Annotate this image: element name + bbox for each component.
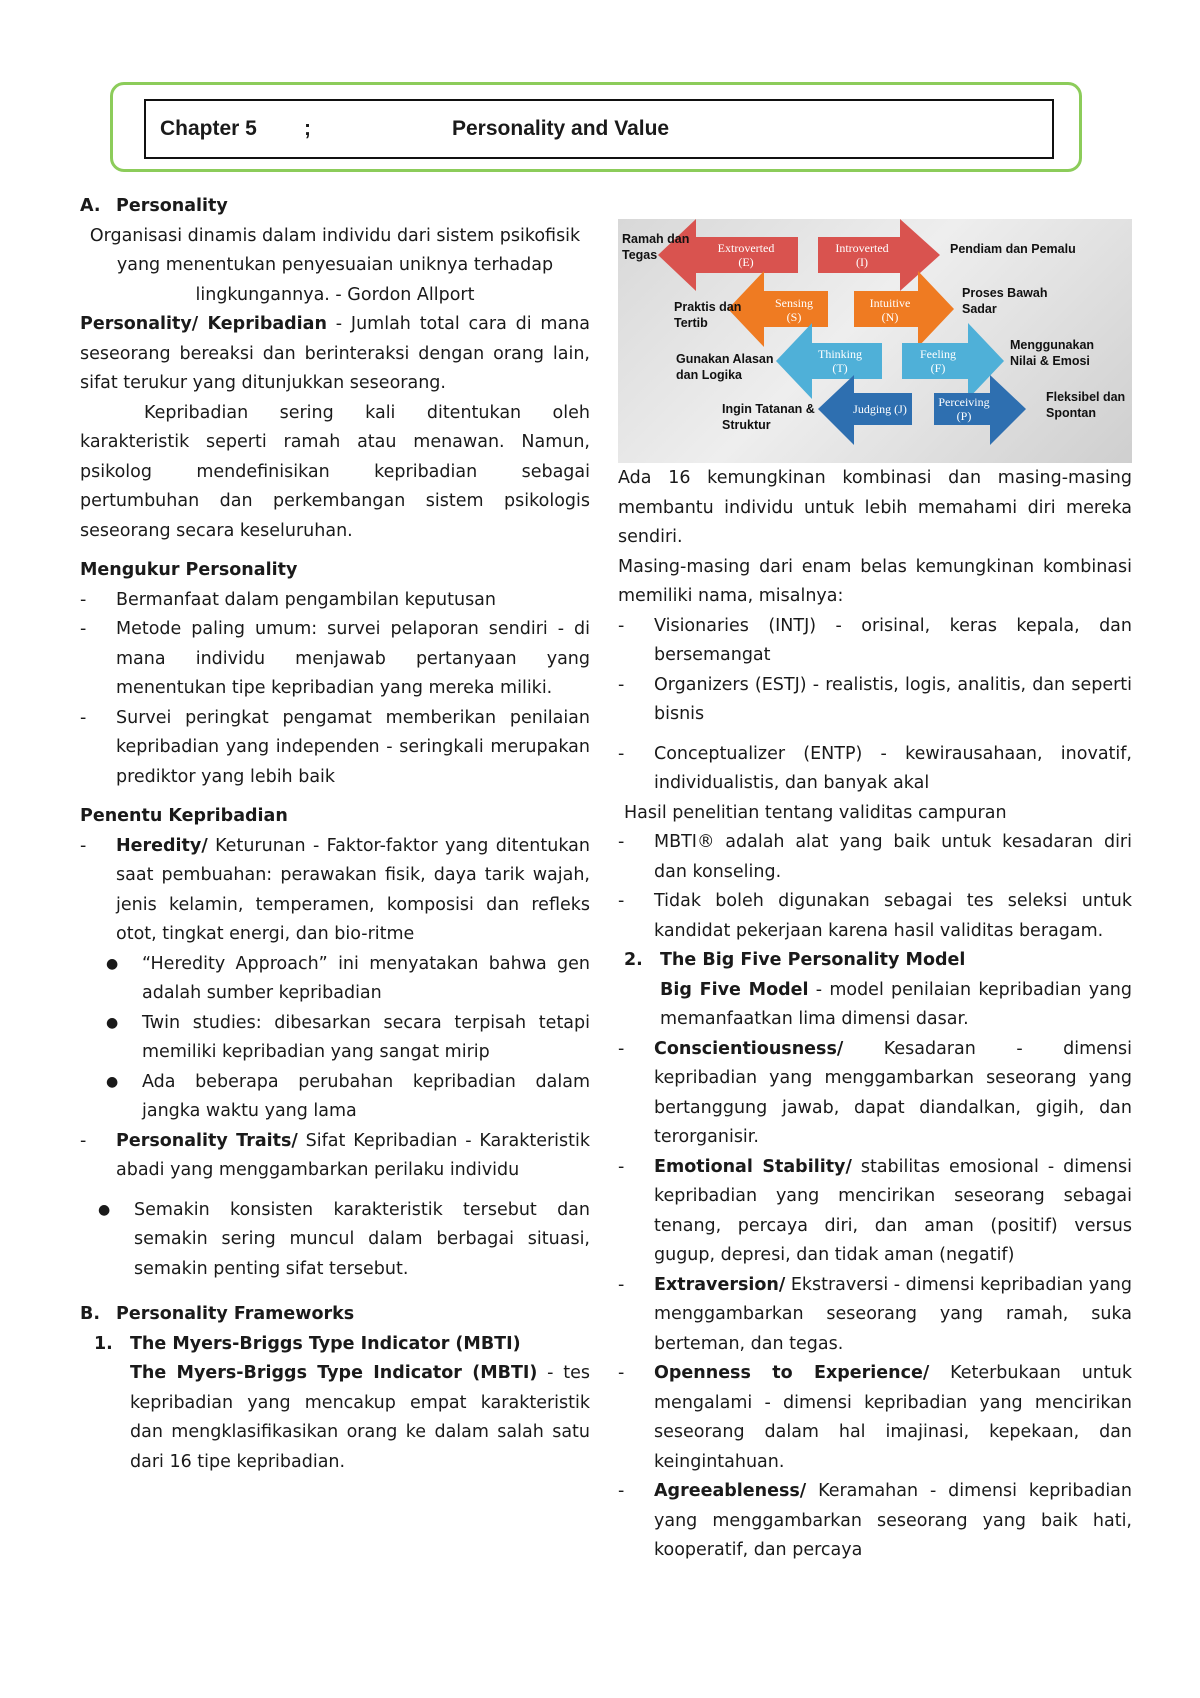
heredity-item: - Heredity/ Keturunan - Faktor-faktor yang ditentukan saat pembuahan: perawakan fisik, daya tarik wajah, jenis kelamin, temperamen, komposisi dan refleks otot, tingkat energi, dan bio-ritme — [80, 835, 590, 944]
bullet-icon: ● — [106, 1073, 119, 1090]
bullet-item: ● “Heredity Approach” ini menyatakan bahwa gen adalah sumber kepribadian — [80, 950, 590, 1009]
section-a-heading: A. Personality — [80, 196, 228, 216]
bigfive-item: - Emotional Stability/ stabilitas emosional - dimensi kepribadian yang mencirikan seseorang sebagai tenang, percaya diri, dan aman (positif) versus gugup, depresi, dan tidak aman (negatif) — [618, 1156, 1132, 1265]
sensing-code: (S) — [786, 310, 802, 324]
list-item: - MBTI® adalah alat yang baik untuk kesadaran diri dan konseling. — [618, 832, 1132, 882]
list-item: - Conceptualizer (ENTP) - kewirausahaan, inovatif, individualistis, dan banyak akal — [618, 743, 1132, 793]
thinking-label: Thinking — [818, 347, 862, 361]
definition-line: Organisasi dinamis dalam individu dari sistem psikofisik — [89, 225, 581, 246]
label-tatanan: Ingin Tatanan & Struktur — [722, 402, 815, 432]
left-column — [80, 192, 590, 1477]
bigfive-item: - Openness to Experience/ Keterbukaan untuk mengalami - dimensi kepribadian yang mencirikan seseorang dalam hal imajinasi, kepekaan, dan keingintahuan. — [618, 1363, 1132, 1472]
bullet-icon: ● — [106, 955, 119, 972]
list-item: - Bermanfaat dalam pengambilan keputusan — [80, 589, 497, 610]
mbti-names-paragraph: Masing-masing dari enam belas kemungkinan kombinasi memiliki nama, misalnya: — [618, 556, 1132, 606]
intuitive-label: Intuitive — [869, 296, 911, 310]
feeling-arrow — [902, 323, 1004, 399]
sensing-label: Sensing — [774, 296, 814, 310]
bigfive-item: - Agreeableness/ Keramahan - dimensi kepribadian yang menggambarkan seseorang yang baik hati, kooperatif, dan percaya — [618, 1481, 1132, 1560]
introverted-code: (I) — [856, 255, 868, 269]
personality-paragraph: Kepribadian sering kali ditentukan oleh karakteristik seperti ramah atau menawan. Namun, psikolog mendefinisikan kepribadian sebagai pertumbuhan dan perkembangan sistem psikologis seseorang secara keseluruhan. — [80, 402, 590, 541]
thinking-code: (T) — [832, 361, 848, 375]
definition-line: lingkungannya. - Gordon Allport — [195, 284, 475, 305]
feeling-label: Feeling — [920, 347, 956, 361]
extroverted-code: (E) — [738, 255, 754, 269]
bigfive-item: - Extraversion/ Ekstraversi - dimensi kepribadian yang menggambarkan seseorang yang ramah, suka berteman, dan tegas. — [618, 1274, 1132, 1354]
extroverted-label: Extroverted — [717, 241, 775, 255]
label-praktis: Praktis dan Tertib — [674, 300, 742, 330]
label-proses: Proses Bawah Sadar — [962, 286, 1048, 316]
mbti-definition: The Myers-Briggs Type Indicator (MBTI) - tes kepribadian yang mencakup empat karakteristik dan mengklasifikasikan orang ke dalam salah satu dari 16 tipe kepribadian. — [130, 1363, 590, 1472]
perceiving-label: Perceiving — [938, 395, 990, 409]
intuitive-code: (N) — [881, 310, 899, 324]
chapter-header — [144, 99, 1054, 159]
research-heading: Hasil penelitian tentang validitas campuran — [624, 802, 1007, 823]
list-item: - Survei peringkat pengamat memberikan penilaian kepribadian yang independen - seringkali merupakan prediktor yang lebih baik — [80, 707, 590, 787]
mbti-diagram — [618, 219, 1132, 463]
definition-line: yang menentukan penyesuaian uniknya terhadap — [116, 255, 554, 275]
chapter-separator: ; — [304, 117, 311, 140]
chapter-number: Chapter 5 — [160, 117, 257, 140]
list-item: - Visionaries (INTJ) - orisinal, keras kepala, dan bersemangat — [618, 615, 1132, 665]
label-alasan: Gunakan Alasan dan Logika — [676, 352, 774, 382]
right-column — [618, 464, 1132, 1566]
section-b-heading: B. Personality Frameworks — [80, 1304, 355, 1324]
label-fleksibel: Fleksibel dan Spontan — [1046, 390, 1126, 420]
list-item: - Metode paling umum: survei pelaporan sendiri - di mana individu menjawab pertanyaan yang menentukan tipe kepribadian yang mereka miliki. — [80, 619, 590, 698]
bullet-item: ● Semakin konsisten karakteristik tersebut dan semakin sering muncul dalam berbagai situasi, semakin penting sifat tersebut. — [80, 1196, 590, 1285]
chapter-title: Personality and Value — [452, 117, 670, 140]
bullet-icon: ● — [98, 1201, 111, 1218]
personality-definition: Personality/ Kepribadian - Jumlah total cara di mana seseorang bereaksi dan berinteraksi dengan orang lain, sifat terukur yang ditunjukkan seseorang. — [80, 314, 590, 393]
bullet-icon: ● — [106, 1014, 119, 1031]
list-item: - Organizers (ESTJ) - realistis, logis, analitis, dan seperti bisnis — [618, 674, 1132, 724]
thinking-arrow — [776, 323, 882, 399]
measuring-heading: Mengukur Personality — [80, 560, 298, 580]
bigfive-heading: 2. The Big Five Personality Model — [624, 950, 966, 970]
judging-label: Judging (J) — [853, 402, 907, 416]
label-pendiam: Pendiam dan Pemalu — [950, 242, 1076, 256]
label-ramah: Ramah dan Tegas — [622, 232, 690, 262]
list-item: - Tidak boleh digunakan sebagai tes seleksi untuk kandidat pekerjaan karena hasil validitas beragam. — [618, 891, 1132, 941]
mbti-heading: 1. The Myers-Briggs Type Indicator (MBTI) — [94, 1333, 521, 1354]
traits-item: - Personality Traits/ Sifat Kepribadian - Karakteristik abadi yang menggambarkan perilaku individu — [80, 1130, 590, 1180]
mbti-combinations-paragraph: Ada 16 kemungkinan kombinasi dan masing-masing membantu individu untuk lebih memahami diri mereka sendiri. — [618, 468, 1132, 547]
perceiving-code: (P) — [956, 409, 972, 423]
label-nilai: Menggunakan Nilai & Emosi — [1010, 338, 1095, 368]
bigfive-definition: Big Five Model - model penilaian kepribadian yang memanfaatkan lima dimensi dasar. — [660, 979, 1132, 1029]
bullet-item: ● Twin studies: dibesarkan secara terpisah tetapi memiliki kepribadian yang sangat mirip — [80, 1009, 590, 1068]
determinants-heading: Penentu Kepribadian — [80, 806, 288, 826]
bullet-item: ● Ada beberapa perubahan kepribadian dalam jangka waktu yang lama — [80, 1068, 590, 1127]
bigfive-item: - Conscientiousness/ Kesadaran - dimensi kepribadian yang menggambarkan seseorang yang bertanggung jawab, dapat diandalkan, gigih, dan terorganisir. — [618, 1038, 1132, 1147]
introverted-label: Introverted — [835, 241, 889, 255]
feeling-code: (F) — [930, 361, 946, 375]
